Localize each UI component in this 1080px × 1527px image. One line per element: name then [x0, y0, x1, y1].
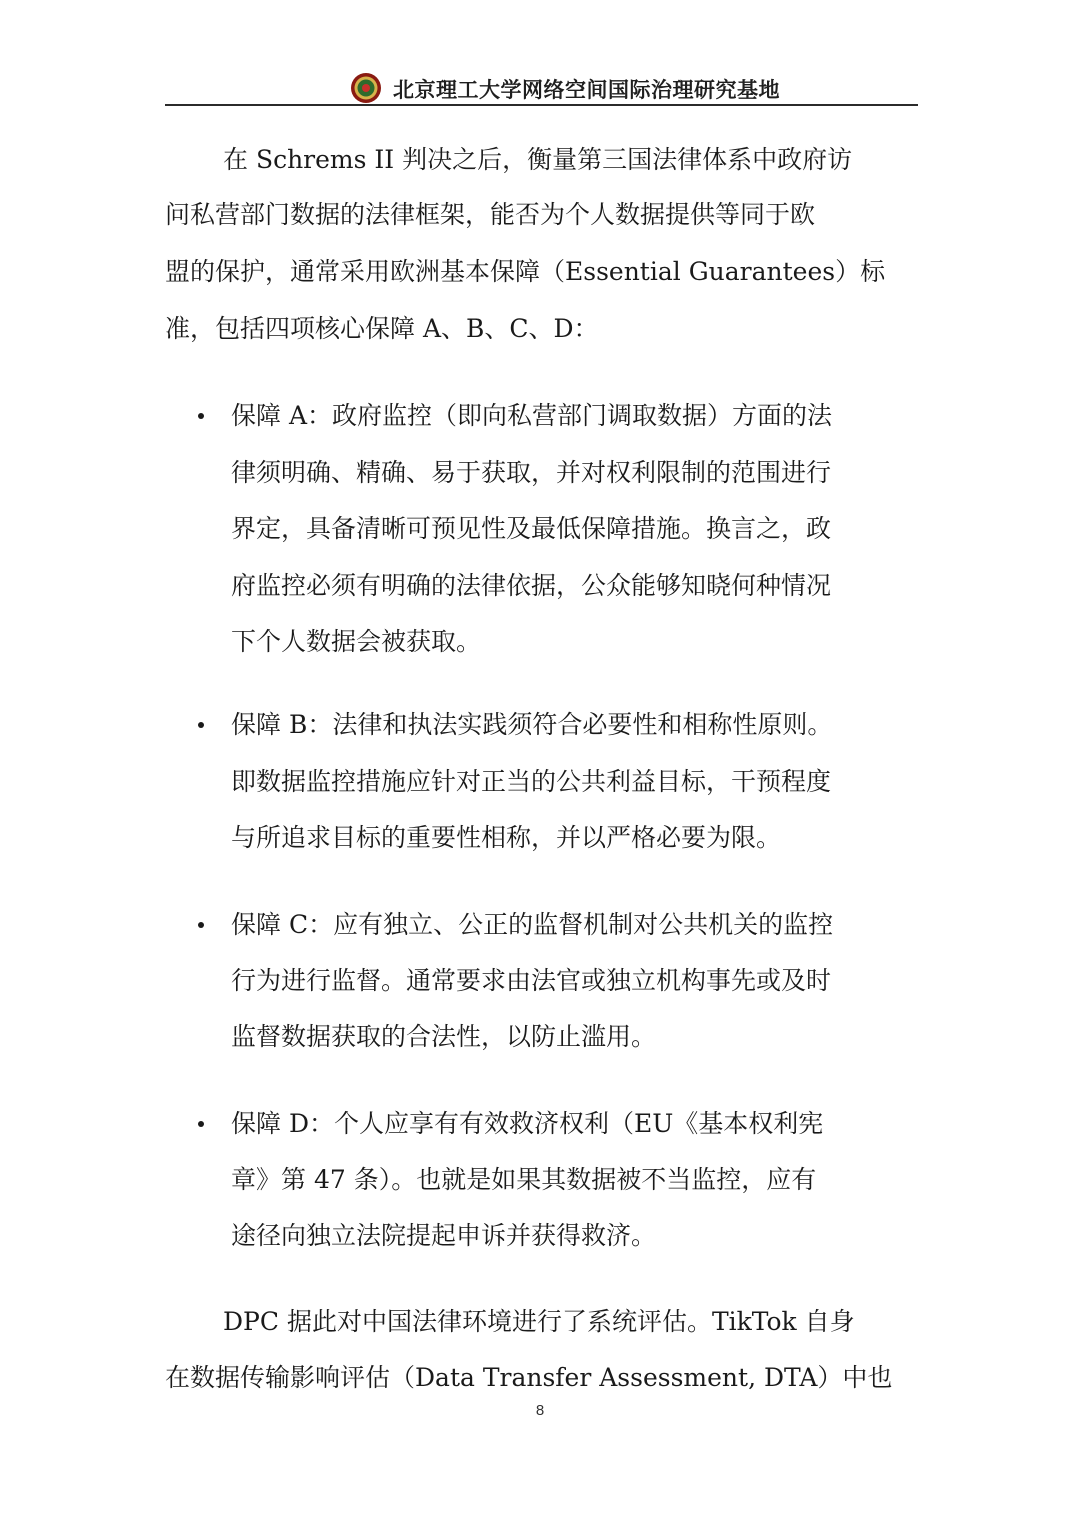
page-header: [165, 70, 918, 106]
text-line: 即数据监控措施应针对正当的公共利益目标，干预程度: [231, 767, 832, 796]
text-line: 行为进行监督。通常要求由法官或独立机构事先或及时: [231, 966, 832, 995]
bullet-icon: [198, 922, 204, 928]
text-line: 保障 B：法律和执法实践须符合必要性和相称性原则。: [231, 710, 833, 739]
text-line: 与所追求目标的重要性相称，并以严格必要为限。: [231, 823, 782, 852]
text-line: 在 Schrems II 判决之后，衡量第三国法律体系中政府访: [223, 145, 853, 174]
text-line: DPC 据此对中国法律环境进行了系统评估。TikTok 自身: [223, 1307, 855, 1336]
text-line: 界定，具备清晰可预见性及最低保障措施。换言之，政: [231, 514, 832, 543]
text-line: 保障 A：政府监控（即向私营部门调取数据）方面的法: [231, 401, 833, 430]
text-line: 准，包括四项核心保障 A、B、C、D：: [165, 314, 599, 343]
bullet-icon: [198, 413, 204, 419]
header-rule: [165, 104, 918, 106]
text-line: 盟的保护，通常采用欧洲基本保障（Essential Guarantees）标: [165, 257, 886, 286]
text-line: 问私营部门数据的法律框架，能否为个人数据提供等同于欧: [165, 200, 816, 229]
header-title: 北京理工大学网络空间国际治理研究基地: [393, 78, 780, 102]
text-line: 保障 D：个人应享有有效救济权利（EU《基本权利宪: [231, 1109, 824, 1138]
text-line: 监督数据获取的合法性，以防止滥用。: [231, 1022, 657, 1051]
text-line: 下个人数据会被获取。: [231, 627, 482, 656]
page-number: 8: [535, 1402, 545, 1419]
text-line: 律须明确、精确、易于获取，并对权利限制的范围进行: [231, 458, 832, 487]
text-line: 府监控必须有明确的法律依据，公众能够知晓何种情况: [231, 571, 832, 600]
text-line: 保障 C：应有独立、公正的监督机制对公共机关的监控: [231, 910, 834, 939]
bullet-icon: [198, 1121, 204, 1127]
text-line: 在数据传输影响评估（Data Transfer Assessment, DTA）中也: [165, 1363, 893, 1392]
text-line: 途径向独立法院提起申诉并获得救济。: [231, 1221, 657, 1250]
bullet-icon: [198, 722, 204, 728]
text-line: 章》第 47 条）。也就是如果其数据被不当监控，应有: [231, 1165, 817, 1194]
university-seal-icon: [350, 72, 382, 104]
